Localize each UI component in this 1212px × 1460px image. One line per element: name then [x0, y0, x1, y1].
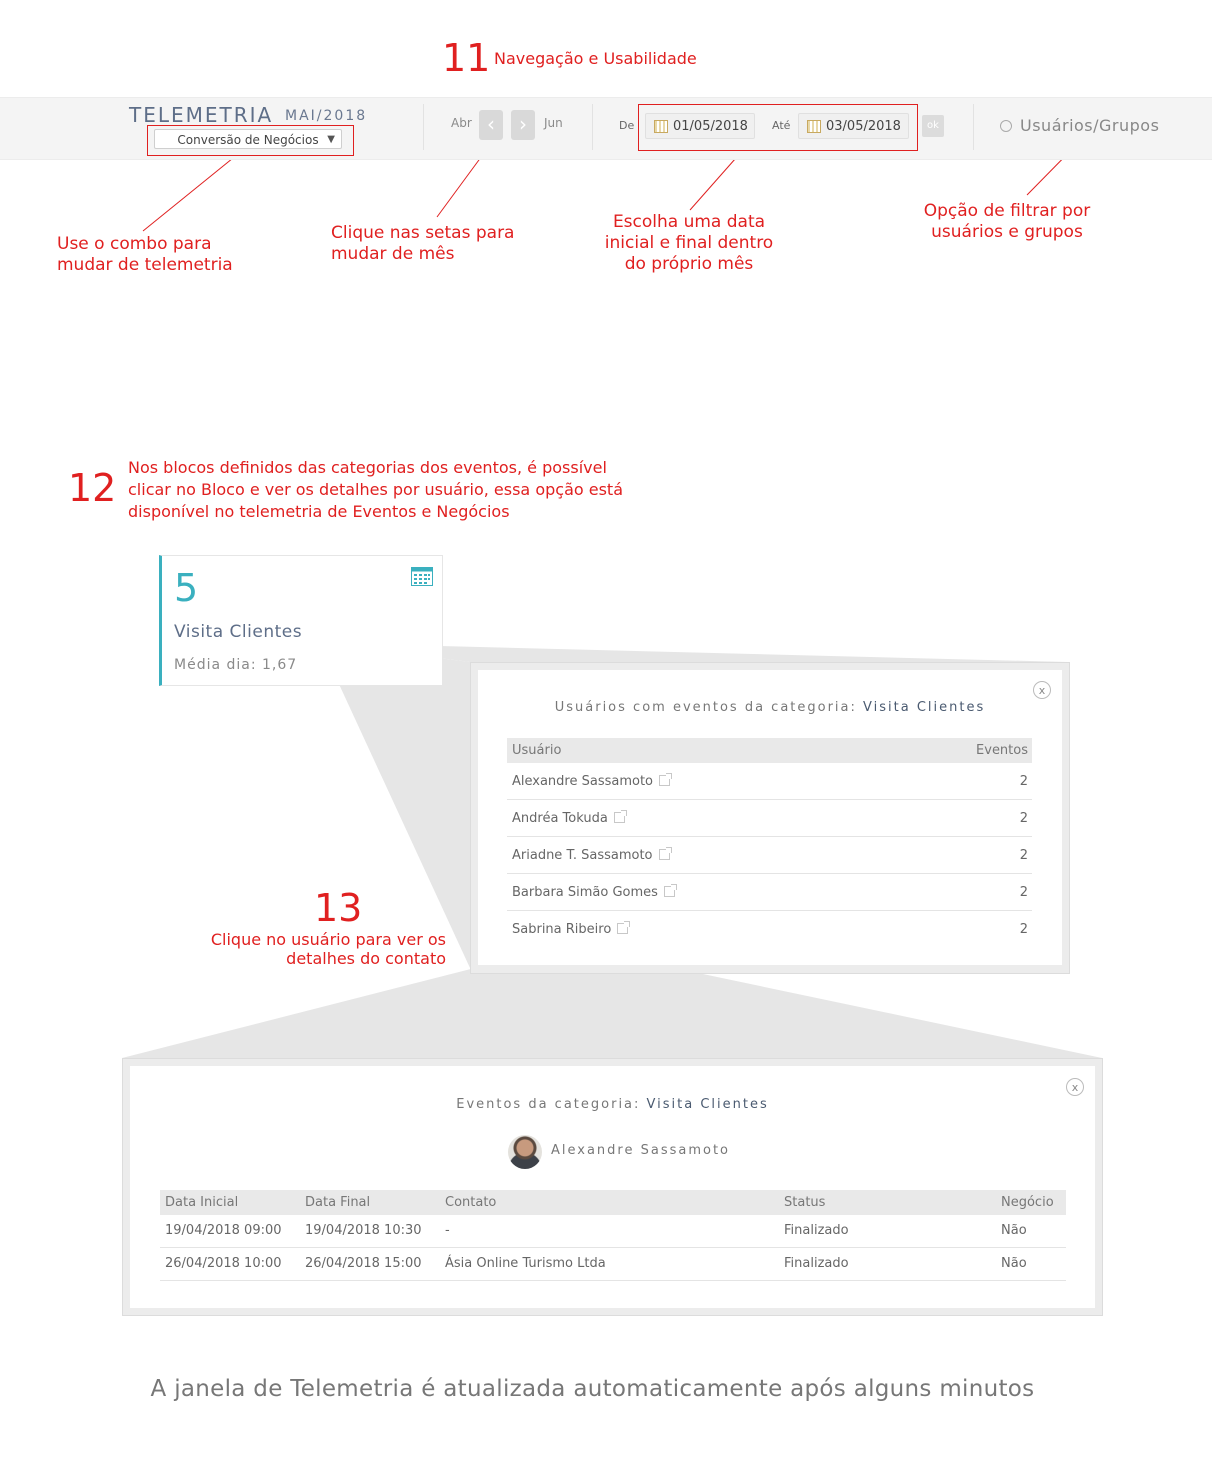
table-row[interactable] [160, 1215, 1066, 1248]
chevron-left-icon: ‹ [487, 112, 495, 136]
step-number-12: 12 [68, 466, 117, 510]
column-header: Data Final [305, 1195, 371, 1210]
users-table-header [507, 738, 1032, 763]
step-number-11: 11 [442, 36, 491, 80]
column-header-user: Usuário [512, 743, 562, 758]
user-name: Ariadne T. Sassamoto [512, 848, 653, 863]
combo-hint [57, 234, 233, 276]
telemetry-combo-value: Conversão de Negócios [177, 133, 319, 147]
step-12-line: disponível no telemetria de Eventos e Negócios [128, 502, 510, 521]
divider [973, 104, 974, 150]
events-modal-title [130, 1097, 1095, 1112]
hint-line: Clique nas setas para [331, 223, 515, 243]
filter-hint [907, 201, 1107, 243]
external-link-icon [664, 886, 675, 897]
from-date-value: 01/05/2018 [673, 119, 748, 134]
divider [592, 104, 593, 150]
cell-end-date: 26/04/2018 15:00 [305, 1256, 422, 1271]
step-12-line: Nos blocos definidos das categorias dos eventos, é possível [128, 458, 607, 477]
events-count: 2 [1019, 774, 1028, 789]
user-name: Sabrina Ribeiro [512, 922, 612, 937]
events-modal-close-button[interactable]: x [1066, 1078, 1084, 1096]
cell-deal: Não [1001, 1256, 1027, 1271]
hint-line: Opção de filtrar por [923, 201, 1091, 221]
users-modal-close-button[interactable]: x [1033, 681, 1051, 699]
external-link-icon [617, 923, 628, 934]
users-groups-label: Usuários/Grupos [1020, 116, 1160, 135]
calendar-icon [411, 565, 433, 586]
calendar-icon [654, 120, 668, 133]
to-date-label: Até [772, 119, 791, 132]
to-date-value: 03/05/2018 [826, 119, 901, 134]
cell-deal: Não [1001, 1223, 1027, 1238]
step-13-line: Clique no usuário para ver os [210, 930, 446, 949]
calendar-icon [807, 120, 821, 133]
next-month-button[interactable] [511, 110, 535, 140]
avatar [508, 1135, 542, 1169]
users-modal-title [478, 700, 1062, 715]
events-table-header [160, 1190, 1066, 1215]
chevron-right-icon: › [519, 112, 527, 136]
events-modal-user-name: Alexandre Sassamoto [551, 1143, 731, 1158]
events-count: 2 [1019, 848, 1028, 863]
hint-line: inicial e final dentro [604, 233, 774, 253]
events-modal-title-prefix: Eventos da categoria: [456, 1097, 641, 1112]
step-13-text [176, 930, 446, 968]
external-link-icon [614, 812, 625, 823]
events-count: 2 [1019, 885, 1028, 900]
users-table-body [507, 763, 1032, 947]
step-13-line: detalhes do contato [286, 949, 446, 968]
telemetry-month: MAI/2018 [285, 108, 368, 124]
user-name: Barbara Simão Gomes [512, 885, 658, 900]
hint-line: mudar de telemetria [57, 255, 233, 275]
table-row[interactable] [507, 911, 1032, 947]
category-card-daily-average: Média dia: 1,67 [174, 657, 298, 673]
next-month-label: Jun [544, 116, 563, 130]
step-11-title: Navegação e Usabilidade [494, 49, 697, 68]
column-header: Contato [445, 1195, 497, 1210]
users-modal-title-category: Visita Clientes [863, 700, 986, 715]
prev-month-label: Abr [451, 116, 472, 130]
cell-end-date: 19/04/2018 10:30 [305, 1223, 422, 1238]
table-row[interactable] [507, 874, 1032, 911]
events-count: 2 [1019, 811, 1028, 826]
cell-contact: - [445, 1223, 450, 1238]
from-date-input[interactable] [645, 113, 755, 139]
events-table-body [160, 1215, 1066, 1281]
column-header: Data Inicial [165, 1195, 239, 1210]
external-link-icon [659, 849, 670, 860]
step-number-13: 13 [314, 886, 363, 930]
table-row[interactable] [507, 763, 1032, 800]
cell-start-date: 19/04/2018 09:00 [165, 1223, 282, 1238]
cell-contact: Ásia Online Turismo Ltda [445, 1256, 606, 1271]
users-groups-filter[interactable] [1000, 116, 1159, 135]
step-12-line: clicar no Bloco e ver os detalhes por usuário, essa opção está [128, 480, 623, 499]
user-link[interactable] [512, 885, 675, 900]
hint-line: Use o combo para [57, 234, 212, 254]
events-modal-title-category: Visita Clientes [646, 1097, 769, 1112]
to-date-input[interactable] [798, 113, 909, 139]
events-count: 2 [1019, 922, 1028, 937]
hint-line: mudar de mês [331, 244, 455, 264]
cell-start-date: 26/04/2018 10:00 [165, 1256, 282, 1271]
arrows-hint [331, 223, 514, 265]
telemetry-combo[interactable] [154, 129, 342, 149]
column-header: Status [784, 1195, 826, 1210]
category-card-title: Visita Clientes [174, 622, 303, 642]
table-row[interactable] [507, 837, 1032, 874]
external-link-icon [659, 775, 670, 786]
divider [423, 104, 424, 150]
ok-button[interactable]: ok [922, 115, 944, 137]
user-name: Andréa Tokuda [512, 811, 608, 826]
user-link[interactable] [512, 774, 670, 789]
hint-line: Escolha uma data [612, 212, 766, 232]
cell-status: Finalizado [784, 1256, 849, 1271]
user-link[interactable] [512, 811, 625, 826]
step-12-text [128, 457, 623, 523]
prev-month-button[interactable] [479, 110, 503, 140]
column-header-events: Eventos [976, 743, 1028, 758]
search-icon [1000, 120, 1012, 132]
table-row[interactable] [507, 800, 1032, 837]
chevron-down-icon: ▼ [327, 134, 335, 145]
cell-status: Finalizado [784, 1223, 849, 1238]
telemetry-title: TELEMETRIA [129, 103, 274, 127]
date-hint [590, 212, 788, 275]
users-modal-title-prefix: Usuários com eventos da categoria: [554, 700, 857, 715]
hint-line: do próprio mês [624, 254, 754, 274]
footer-note: A janela de Telemetria é atualizada automaticamente após alguns minutos [150, 1376, 1035, 1402]
user-name: Alexandre Sassamoto [512, 774, 654, 789]
user-link[interactable] [512, 922, 628, 937]
table-row[interactable] [160, 1248, 1066, 1281]
hint-line: usuários e grupos [931, 222, 1083, 242]
column-header: Negócio [1001, 1195, 1054, 1210]
user-link[interactable] [512, 848, 670, 863]
category-card-count: 5 [174, 566, 199, 610]
from-date-label: De [619, 119, 635, 132]
